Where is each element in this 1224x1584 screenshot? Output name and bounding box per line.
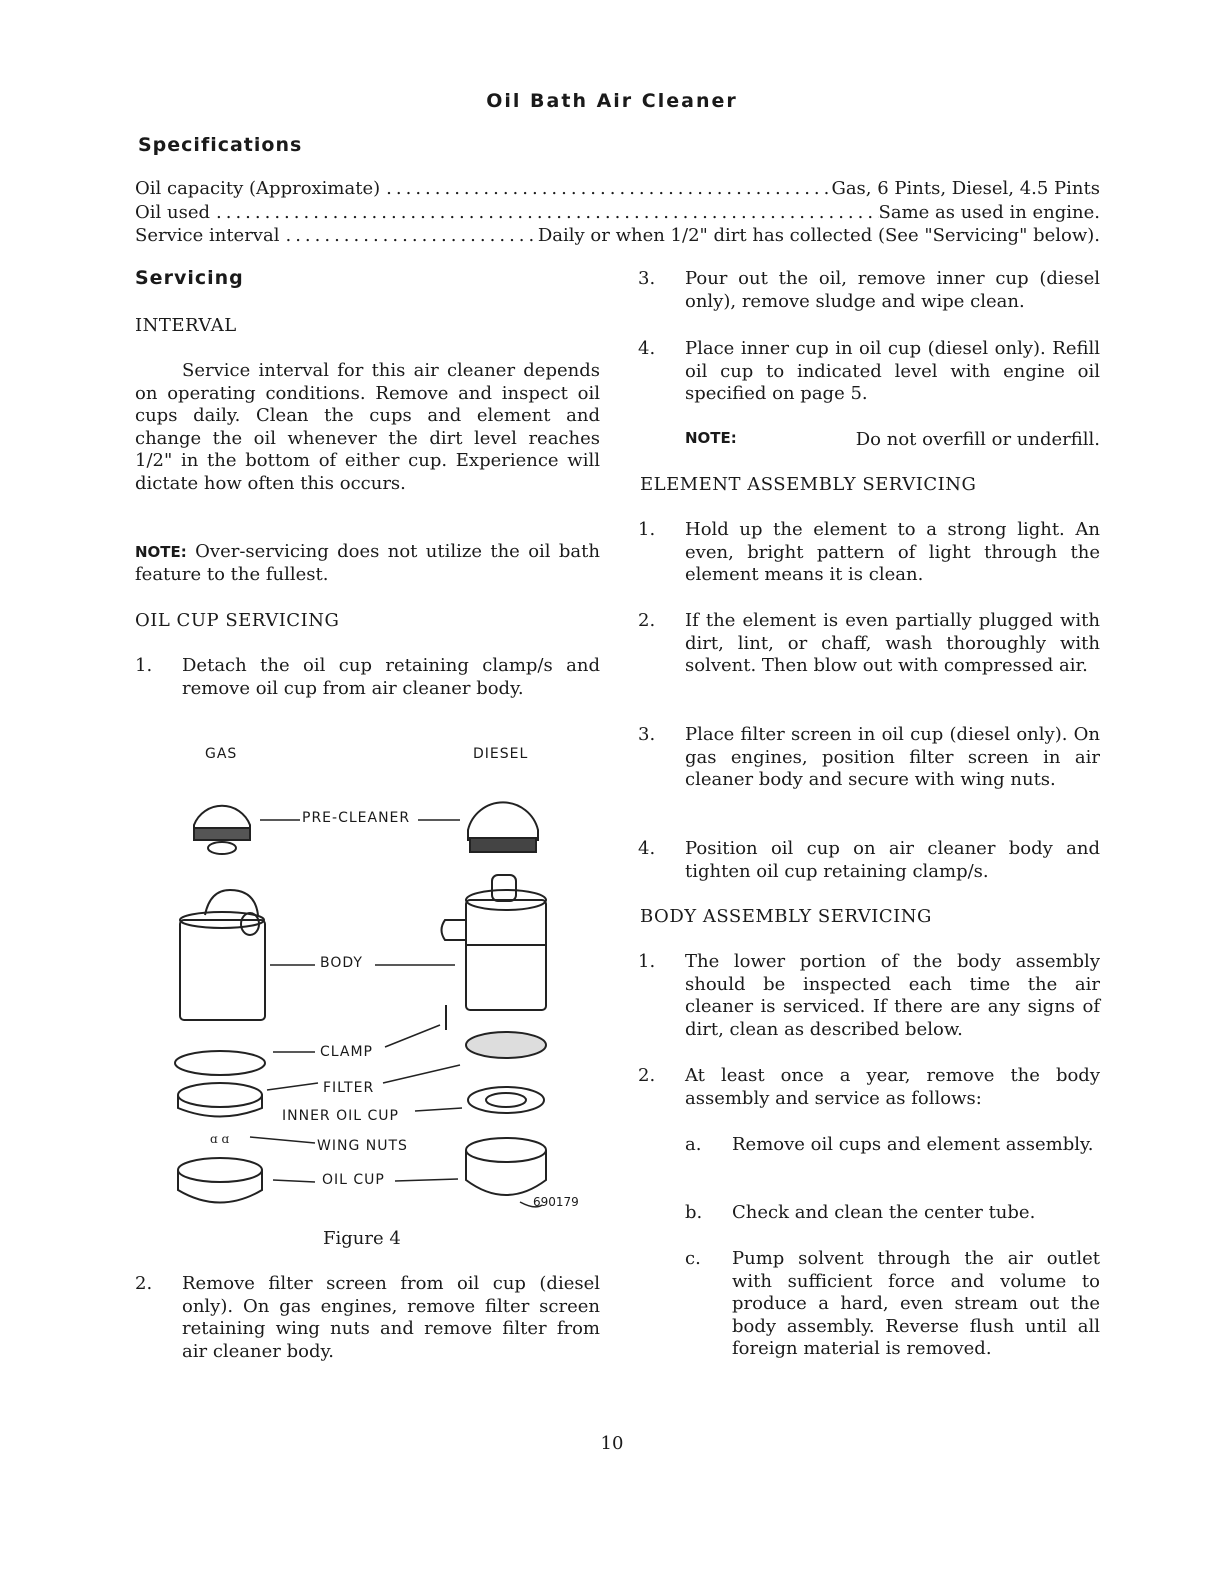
step-text: Check and clean the center tube.	[732, 1202, 1036, 1223]
list-item	[638, 610, 1100, 678]
step-text: Detach the oil cup retaining clamp/s and remove oil cup from air cleaner body.	[182, 655, 600, 699]
step-number: 1.	[638, 519, 656, 540]
list-item	[135, 1273, 600, 1363]
list-item	[638, 838, 1100, 883]
spec-label: Oil used	[135, 202, 210, 223]
body-heading: BODY ASSEMBLY SERVICING	[640, 906, 932, 927]
figure-caption: Figure 4	[323, 1228, 401, 1249]
step-text: Remove oil cups and element assembly.	[732, 1134, 1094, 1155]
list-item	[638, 1065, 1100, 1110]
pre-cleaner-label: PRE-CLEANER	[302, 810, 411, 826]
step-letter: b.	[685, 1202, 703, 1223]
interval-paragraph: Service interval for this air cleaner depends on operating conditions. Remove and inspect oil cups daily. Clean the cups and element and change the oil whenever the dirt level reaches 1/2" in the bottom of either cup. Experience will dictate how often this occurs.	[135, 360, 600, 494]
spec-value: Daily or when 1/2" dirt has collected (See "Servicing" below).	[537, 225, 1100, 246]
interval-heading: INTERVAL	[135, 315, 237, 336]
note-overfill	[685, 429, 1100, 450]
step-letter: c.	[685, 1248, 701, 1269]
step-text: At least once a year, remove the body assembly and service as follows:	[685, 1065, 1100, 1109]
step-number: 2.	[638, 610, 656, 631]
list-item	[638, 951, 1100, 1041]
spec-row	[135, 224, 1100, 247]
step-text: Hold up the element to a strong light. An even, bright pattern of light through the element means it is clean.	[685, 519, 1100, 586]
page-number: 10	[600, 1433, 624, 1454]
specifications-heading: Specifications	[138, 134, 303, 156]
servicing-heading: Servicing	[135, 267, 244, 289]
spec-value: Same as used in engine.	[878, 202, 1100, 223]
part-number: 690179	[533, 1195, 579, 1209]
leader-dots	[380, 177, 831, 200]
step-number: 3.	[638, 724, 656, 745]
note-overservicing	[135, 541, 600, 586]
step-number: 1.	[135, 655, 153, 676]
clamp-label: CLAMP	[320, 1044, 373, 1060]
figure-4-diagram	[170, 740, 590, 1220]
leader-dots	[279, 224, 537, 247]
step-text: If the element is even partially plugged with dirt, lint, or chaff, wash thoroughly with solvent. Then blow out with compressed air.	[685, 610, 1100, 677]
list-item	[638, 724, 1100, 792]
spec-row	[135, 201, 1100, 224]
filter-label: FILTER	[323, 1080, 375, 1096]
list-item	[685, 1202, 1100, 1225]
wing-nuts-label: WING NUTS	[317, 1138, 408, 1154]
list-item	[685, 1248, 1100, 1361]
step-text: Pour out the oil, remove inner cup (diesel only), remove sludge and wipe clean.	[685, 268, 1100, 312]
spec-label: Oil capacity (Approximate)	[135, 178, 381, 199]
body-label: BODY	[320, 955, 363, 971]
step-number: 1.	[638, 951, 656, 972]
list-item	[685, 1134, 1100, 1157]
step-text: Remove filter screen from oil cup (diesel only). On gas engines, remove filter screen retaining wing nuts and remove filter from air cleaner body.	[182, 1273, 600, 1362]
spec-row	[135, 177, 1100, 200]
list-item	[638, 519, 1100, 587]
step-number: 2.	[135, 1273, 153, 1294]
step-text: The lower portion of the body assembly should be inspected each time the air cleaner is serviced. If there are any signs of dirt, clean as described below.	[685, 951, 1100, 1040]
step-number: 2.	[638, 1065, 656, 1086]
note-label: NOTE:	[685, 429, 737, 447]
step-letter: a.	[685, 1134, 702, 1155]
element-heading: ELEMENT ASSEMBLY SERVICING	[640, 474, 977, 495]
step-text: Position oil cup on air cleaner body and tighten oil cup retaining clamp/s.	[685, 838, 1100, 882]
leader-dots	[210, 201, 879, 224]
step-number: 4.	[638, 338, 656, 359]
oil-cup-label: OIL CUP	[322, 1172, 385, 1188]
step-number: 4.	[638, 838, 656, 859]
list-item	[638, 338, 1100, 406]
spec-value: Gas, 6 Pints, Diesel, 4.5 Pints	[831, 178, 1100, 199]
oil-cup-heading: OIL CUP SERVICING	[135, 610, 340, 631]
note-text: Do not overfill or underfill.	[855, 429, 1100, 450]
list-item	[638, 268, 1100, 313]
svg-text:ɑ ɑ: ɑ ɑ	[210, 1132, 230, 1146]
page-title: Oil Bath Air Cleaner	[486, 90, 738, 112]
inner-oil-cup-label: INNER OIL CUP	[282, 1108, 399, 1124]
step-number: 3.	[638, 268, 656, 289]
spec-label: Service interval	[135, 225, 280, 246]
step-text: Place inner cup in oil cup (diesel only). Refill oil cup to indicated level with engine oil specified on page 5.	[685, 338, 1100, 405]
note-label: NOTE:	[135, 543, 187, 561]
diesel-label: DIESEL	[473, 746, 529, 762]
step-text: Pump solvent through the air outlet with sufficient force and volume to produce a hard, even stream out the body assembly. Reverse flush until all foreign material is removed.	[732, 1248, 1100, 1360]
note-text: Over-servicing does not utilize the oil bath feature to the fullest.	[135, 541, 600, 585]
list-item	[135, 655, 600, 700]
gas-label: GAS	[205, 746, 238, 762]
step-text: Place filter screen in oil cup (diesel only). On gas engines, position filter screen in air cleaner body and secure with wing nuts.	[685, 724, 1100, 791]
